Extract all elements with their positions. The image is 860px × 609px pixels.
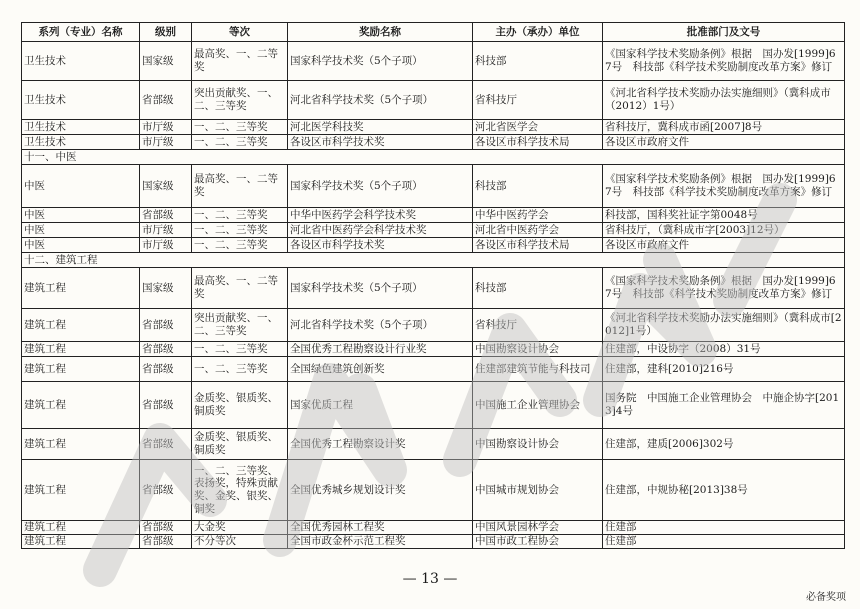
table-cell: 建筑工程 bbox=[22, 382, 140, 429]
table-row bbox=[22, 81, 845, 120]
table-cell: 建筑工程 bbox=[22, 268, 140, 309]
table-cell: 金质奖、银质奖、铜质奖 bbox=[192, 382, 288, 429]
table-cell: 一、二、三等奖 bbox=[192, 135, 288, 150]
table-cell: 国家科学技术奖（5个子项） bbox=[288, 165, 473, 208]
table-cell: 科技部 bbox=[473, 165, 603, 208]
table-cell: 各设区市科学技术奖 bbox=[288, 135, 473, 150]
table-cell: 省部级 bbox=[140, 521, 192, 535]
table-cell: 《国家科学技术奖励条例》根据 国办发[1999]67号 科技部《科学技术奖励制度改革方案》修订 bbox=[603, 165, 845, 208]
column-header: 批准部门及文号 bbox=[603, 23, 845, 42]
table-cell: 一、二、三等奖 bbox=[192, 342, 288, 357]
table-cell: 最高奖、一、二等奖 bbox=[192, 42, 288, 81]
table-cell: 大金奖 bbox=[192, 521, 288, 535]
table-row bbox=[22, 135, 845, 150]
table-row bbox=[22, 208, 845, 223]
table-cell: 中国风景园林学会 bbox=[473, 521, 603, 535]
table-cell: 一、二、三等奖 bbox=[192, 223, 288, 238]
column-header: 等次 bbox=[192, 23, 288, 42]
table-cell: 卫生技术 bbox=[22, 120, 140, 135]
table-cell: 一、二、三等奖 bbox=[192, 120, 288, 135]
table-cell: 最高奖、一、二等奖 bbox=[192, 268, 288, 309]
table-cell: 省部级 bbox=[140, 357, 192, 382]
table-cell: 国家级 bbox=[140, 165, 192, 208]
table-cell: 住建部，中规协秘[2013]38号 bbox=[603, 460, 845, 521]
table-cell: 建筑工程 bbox=[22, 309, 140, 342]
table-cell: 全国市政金杯示范工程奖 bbox=[288, 535, 473, 549]
table-cell: 《河北省科学技术奖励办法实施细则》（冀科成市[2012]1号） bbox=[603, 309, 845, 342]
table-cell: 国家科学技术奖（5个子项） bbox=[288, 42, 473, 81]
table-cell: 国家级 bbox=[140, 42, 192, 81]
table-cell: 卫生技术 bbox=[22, 81, 140, 120]
table-cell: 中国城市规划协会 bbox=[473, 460, 603, 521]
table-cell: 全国优秀城乡规划设计奖 bbox=[288, 460, 473, 521]
table-cell: 市厅级 bbox=[140, 223, 192, 238]
table-cell: 《国家科学技术奖励条例》根据 国办发[1999]67号 科技部《科学技术奖励制度改革方案》修订 bbox=[603, 42, 845, 81]
table-cell: 省部级 bbox=[140, 309, 192, 342]
table-cell: 住建部，建科[2010]216号 bbox=[603, 357, 845, 382]
table-cell: 河北省中医药学会 bbox=[473, 223, 603, 238]
table-cell: 科技部 bbox=[473, 268, 603, 309]
column-header: 系列（专业）名称 bbox=[22, 23, 140, 42]
table-cell: 建筑工程 bbox=[22, 460, 140, 521]
table-cell: 一、二、三等奖 bbox=[192, 208, 288, 223]
table-cell: 卫生技术 bbox=[22, 135, 140, 150]
table-header-row bbox=[22, 23, 845, 42]
awards-table bbox=[21, 22, 845, 549]
table-row bbox=[22, 42, 845, 81]
table-cell: 省部级 bbox=[140, 535, 192, 549]
column-header: 级别 bbox=[140, 23, 192, 42]
table-cell: 省部级 bbox=[140, 382, 192, 429]
table-cell: 建筑工程 bbox=[22, 342, 140, 357]
table-row bbox=[22, 342, 845, 357]
table-cell: 最高奖、一、二等奖 bbox=[192, 165, 288, 208]
table-cell: 全国优秀工程勘察设计行业奖 bbox=[288, 342, 473, 357]
section-header-row bbox=[22, 150, 845, 165]
table-cell: 科技部 bbox=[473, 42, 603, 81]
table-cell: 市厅级 bbox=[140, 135, 192, 150]
table-cell: 中医 bbox=[22, 223, 140, 238]
table-cell: 省部级 bbox=[140, 460, 192, 521]
table-cell: 国家科学技术奖（5个子项） bbox=[288, 268, 473, 309]
table-cell: 住建部，建质[2006]302号 bbox=[603, 429, 845, 460]
table-cell: 中医 bbox=[22, 238, 140, 253]
table-cell: 一、二、三等奖 bbox=[192, 357, 288, 382]
table-cell: 省科技厅，（冀科成市字[2003]12号） bbox=[603, 223, 845, 238]
table-cell: 全国绿色建筑创新奖 bbox=[288, 357, 473, 382]
table-cell: 国家级 bbox=[140, 268, 192, 309]
table-cell: 中国市政工程协会 bbox=[473, 535, 603, 549]
table-cell: 各设区市政府文件 bbox=[603, 238, 845, 253]
table-cell: 全国优秀工程勘察设计奖 bbox=[288, 429, 473, 460]
table-cell: 河北省科学技术奖（5个子项） bbox=[288, 309, 473, 342]
table-cell: 省科技厅 bbox=[473, 81, 603, 120]
table-cell: 省部级 bbox=[140, 208, 192, 223]
table-cell: 住建部 bbox=[603, 535, 845, 549]
column-header: 奖励名称 bbox=[288, 23, 473, 42]
table-cell: 中华中医药学会 bbox=[473, 208, 603, 223]
table-cell: 中医 bbox=[22, 208, 140, 223]
table-cell: 金质奖、银质奖、铜质奖 bbox=[192, 429, 288, 460]
table-cell: 突出贡献奖、一、二、三等奖 bbox=[192, 81, 288, 120]
table-cell: 中国施工企业管理协会 bbox=[473, 382, 603, 429]
table-cell: 各设区市科学技术局 bbox=[473, 135, 603, 150]
table-row bbox=[22, 357, 845, 382]
column-header: 主办（承办）单位 bbox=[473, 23, 603, 42]
page-number: — 13 — bbox=[402, 571, 458, 587]
table-cell: 卫生技术 bbox=[22, 42, 140, 81]
table-row bbox=[22, 120, 845, 135]
table-row bbox=[22, 165, 845, 208]
table-body bbox=[22, 42, 845, 549]
table-cell: 建筑工程 bbox=[22, 521, 140, 535]
table-cell: 一、二、三等奖、表扬奖，特殊贡献奖、金奖、银奖、铜奖 bbox=[192, 460, 288, 521]
table-cell: 《河北省科学技术奖励办法实施细则》（冀科成市（2012）1号） bbox=[603, 81, 845, 120]
table-row bbox=[22, 309, 845, 342]
section-header-row bbox=[22, 253, 845, 268]
table-row bbox=[22, 429, 845, 460]
table-cell: 住建部，中设协字（2008）31号 bbox=[603, 342, 845, 357]
table-cell: 各设区市科学技术局 bbox=[473, 238, 603, 253]
table-cell: 省部级 bbox=[140, 429, 192, 460]
table-cell: 河北省科学技术奖（5个子项） bbox=[288, 81, 473, 120]
table-cell: 不分等次 bbox=[192, 535, 288, 549]
table-cell: 河北医学科技奖 bbox=[288, 120, 473, 135]
table-cell: 省部级 bbox=[140, 81, 192, 120]
table-cell: 国家优质工程 bbox=[288, 382, 473, 429]
section-title: 十一、中医 bbox=[22, 150, 845, 165]
table-cell: 省部级 bbox=[140, 342, 192, 357]
table-cell: 建筑工程 bbox=[22, 535, 140, 549]
footer-note: 必备奖项 bbox=[806, 592, 846, 603]
table-cell: 国务院 中国施工企业管理协会 中施企协字[2013]4号 bbox=[603, 382, 845, 429]
table-cell: 《国家科学技术奖励条例》根据 国办发[1999]67号 科技部《科学技术奖励制度改革方案》修订 bbox=[603, 268, 845, 309]
section-title: 十二、建筑工程 bbox=[22, 253, 845, 268]
table-row bbox=[22, 460, 845, 521]
table-cell: 市厅级 bbox=[140, 120, 192, 135]
table-row bbox=[22, 238, 845, 253]
table-cell: 全国优秀园林工程奖 bbox=[288, 521, 473, 535]
table-cell: 住建部建筑节能与科技司 bbox=[473, 357, 603, 382]
table-row bbox=[22, 223, 845, 238]
table-cell: 河北省医学会 bbox=[473, 120, 603, 135]
table-cell: 河北省中医药学会科学技术奖 bbox=[288, 223, 473, 238]
table-cell: 突出贡献奖、一、二、三等奖 bbox=[192, 309, 288, 342]
table-cell: 省科技厅，冀科成市函[2007]8号 bbox=[603, 120, 845, 135]
table-row bbox=[22, 268, 845, 309]
table-row bbox=[22, 535, 845, 549]
table-cell: 省科技厅 bbox=[473, 309, 603, 342]
table-row bbox=[22, 521, 845, 535]
table-cell: 中华中医药学会科学技术奖 bbox=[288, 208, 473, 223]
table-cell: 各设区市科学技术奖 bbox=[288, 238, 473, 253]
table-cell: 各设区市政府文件 bbox=[603, 135, 845, 150]
table-cell: 中国勘察设计协会 bbox=[473, 342, 603, 357]
table-cell: 中国勘察设计协会 bbox=[473, 429, 603, 460]
table-cell: 市厅级 bbox=[140, 238, 192, 253]
table-cell: 中医 bbox=[22, 165, 140, 208]
table-cell: 建筑工程 bbox=[22, 429, 140, 460]
table-cell: 科技部，国科奖社证字第0048号 bbox=[603, 208, 845, 223]
table-cell: 一、二、三等奖 bbox=[192, 238, 288, 253]
table-row bbox=[22, 382, 845, 429]
table-cell: 建筑工程 bbox=[22, 357, 140, 382]
table-cell: 住建部 bbox=[603, 521, 845, 535]
